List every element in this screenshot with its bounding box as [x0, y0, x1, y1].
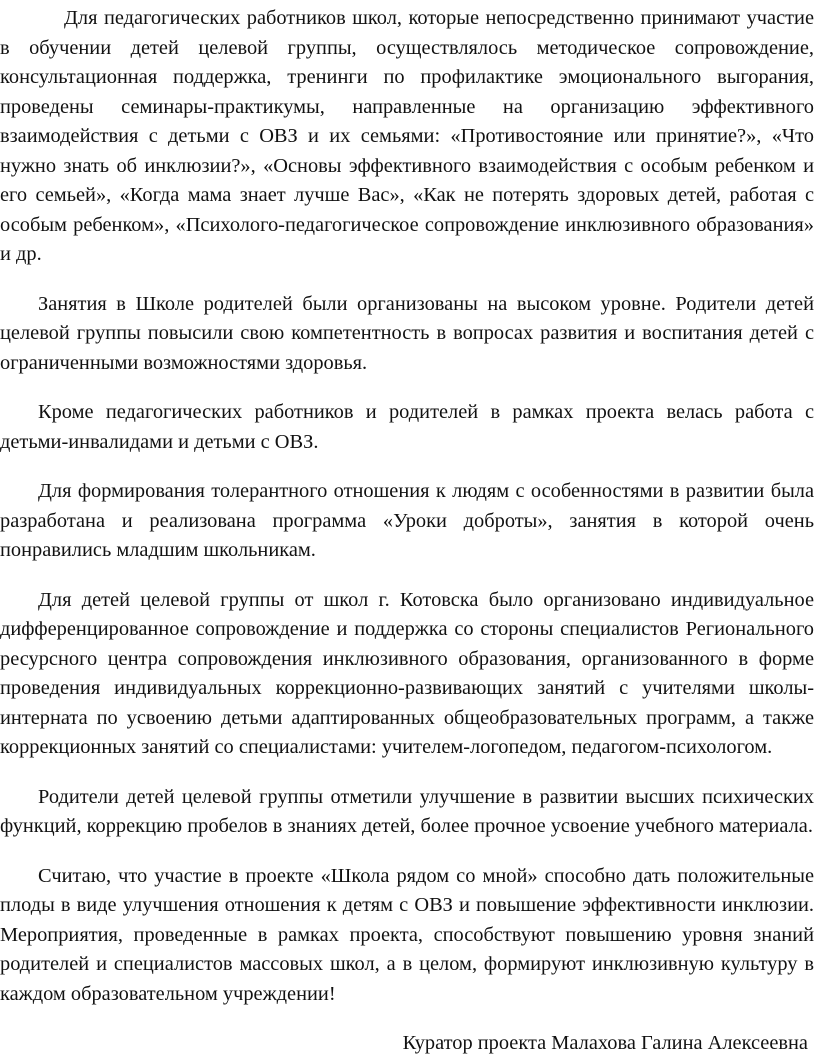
paragraph-kindness-lessons: Для формирования толерантного отношения к людям с особенностями в развитии была разработана и реализована программа «Уроки доброты», занятия в которой очень понравились младшим школьникам. [0, 480, 814, 561]
paragraph-individual-support: Для детей целевой группы от школ г. Котовска было организовано индивидуальное дифференцированное сопровождение и поддержка со стороны специалистов Регионального ресурсного центра сопровождения инклюзивного образования, организованного в форме проведения индивидуальных коррекционно-развивающих занятий с учителями школы-интерната по усвоению детьми адаптированных общеобразовательных программ, а также коррекционных занятий со специалистами: учителем-логопедом, педагогом-психологом. [0, 588, 814, 758]
paragraph-parents-school: Занятия в Школе родителей были организованы на высоком уровне. Родители детей целевой группы повысили свою компетентность в вопросах развития и воспитания детей с ограниченными возможностями здоровья. [0, 292, 814, 374]
paragraph-conclusion: Считаю, что участие в проекте «Школа рядом со мной» способно дать положительные плоды в виде улучшения отношения к детям с ОВЗ и повышение эффективности инклюзии. Мероприятия, проведенные в рамках проекта, способствуют повышению уровня знаний родителей и специалистов массовых школ, а в целом, формируют инклюзивную культуру в каждом образовательном учреждении! [0, 864, 814, 1005]
paragraph-parents-feedback: Родители детей целевой группы отметили улучшение в развитии высших психических функций, коррекцию пробелов в знаниях детей, более прочное усвоение учебного материала. [0, 785, 814, 837]
paragraph-work-with-children: Кроме педагогических работников и родителей в рамках проекта велась работа с детьми-инвалидами и детьми с ОВЗ. [0, 401, 814, 453]
paragraph-teachers-support: Для педагогических работников школ, которые непосредственно принимают участие в обучении детей целевой группы, осуществлялось методическое сопровождение, консультационная поддержка, тренинги по профилактике эмоционального выгорания, проведены семинары-практикумы, направленные на организацию эффективного взаимодействия с детьми с ОВЗ и их семьями: «Противостояние или принятие?», «Что нужно знать об инклюзии?», «Основы эффективного взаимодействия с особым ребенком и его семьей», «Когда мама знает лучше Вас», «Как не потерять здоровых детей, работая с особым ребенком», «Психолого-педагогическое сопровождение инклюзивного образования» и др. [0, 7, 814, 265]
curator-signature: Куратор проекта Малахова Галина Алексеевна [402, 1032, 808, 1054]
